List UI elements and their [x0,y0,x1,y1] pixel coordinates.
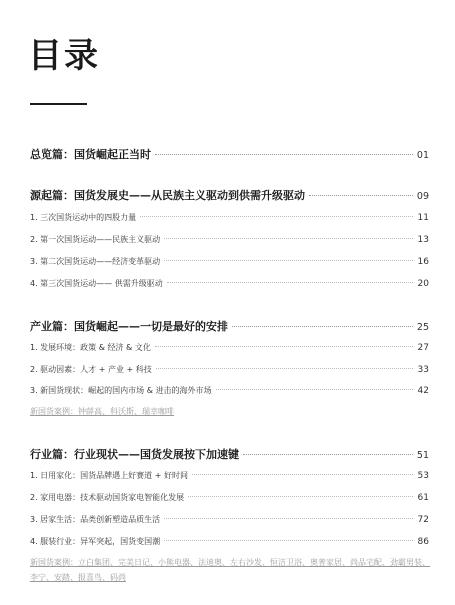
toc-section-overview[interactable] [30,146,429,162]
toc-item[interactable] [30,536,429,547]
toc-item-page: 16 [417,257,429,267]
toc-item[interactable] [30,234,429,245]
dot-leader [309,195,413,196]
toc-section-industry[interactable] [30,318,429,334]
dot-leader [164,540,413,541]
dot-leader [164,518,413,519]
toc-item-label: 2. 第一次国货运动——民族主义驱动 [30,235,161,244]
case-note-link[interactable]: 新国货案例：钟薛高、科沃斯、瑞幸咖啡 [30,407,174,416]
toc-section-sector[interactable] [30,446,429,462]
toc-item-page: 33 [417,365,429,375]
toc-item-label: 3. 新国货现状：崛起的国内市场 & 进击的海外市场 [30,386,212,395]
page-title: 目录 [28,36,100,76]
toc-item-label: 1. 三次国货运动中的四股力量 [30,213,137,222]
dot-leader [155,154,413,155]
toc-item-label: 3. 第二次国货运动——经济变革驱动 [30,257,161,266]
toc-item-label: 2. 家用电器：技术驱动国货家电智能化发展 [30,493,185,502]
dot-leader [164,260,413,261]
toc-item-label: 4. 第三次国货运动—— 供需升级驱动 [30,279,163,288]
dot-leader [232,326,413,327]
toc-item-label: 1. 日用家化：国货品牌遇上好赛道 + 好时间 [30,471,188,480]
dot-leader [156,368,413,369]
toc-item-page: 53 [417,471,429,481]
toc-item-page: 42 [417,386,429,396]
toc-item-label: 4. 服装行业：异军突起，国货变国潮 [30,537,161,546]
toc-item-label: 3. 居家生活：品类创新塑造品质生活 [30,515,161,524]
toc-item-label: 1. 发展环境：政策 & 经济 & 文化 [30,343,151,352]
toc-item-page: 11 [417,213,429,223]
toc-item-label: 2. 驱动因素：人才 + 产业 + 科技 [30,365,152,374]
dot-leader [167,282,413,283]
dot-leader [164,238,413,239]
toc-page-number: 09 [416,191,429,202]
toc-item[interactable] [30,256,429,267]
toc-page-number: 51 [416,450,429,461]
toc-item-page: 61 [417,493,429,503]
toc-section-title: 产业篇：国货崛起——一切是最好的安排 [30,320,228,333]
toc-item[interactable] [30,385,429,396]
toc-section-title: 源起篇：国货发展史——从民族主义驱动到供需升级驱动 [30,189,305,202]
toc-item-page: 72 [417,515,429,525]
toc-page-number: 25 [416,322,429,333]
toc-item-page: 13 [417,235,429,245]
toc-item-page: 86 [417,537,429,547]
toc-item[interactable] [30,342,429,353]
dot-leader [140,216,413,217]
case-note-link[interactable]: 新国货案例：立白集团、完美日记、小熊电器、法迪奥、左右沙发、恒洁卫浴、奥普家居、尚品宅配、劲霸男装、李宁、安踏、报喜鸟、码尚 [30,558,430,582]
toc-section-origin[interactable] [30,187,429,203]
dot-leader [243,454,413,455]
toc-item-page: 27 [417,343,429,353]
toc-item[interactable] [30,470,429,481]
dot-leader [155,346,413,347]
toc-item[interactable] [30,212,429,223]
toc-item-page: 20 [417,279,429,289]
toc-section-title: 行业篇：行业现状——国货发展按下加速键 [30,448,239,461]
toc-item[interactable] [30,278,429,289]
title-divider [30,103,87,105]
dot-leader [216,389,414,390]
toc-item[interactable] [30,364,429,375]
dot-leader [192,474,413,475]
toc-page-number: 01 [416,150,429,161]
toc-section-title: 总览篇：国货崛起正当时 [30,148,151,161]
toc-item[interactable] [30,514,429,525]
dot-leader [188,496,413,497]
toc-item[interactable] [30,492,429,503]
